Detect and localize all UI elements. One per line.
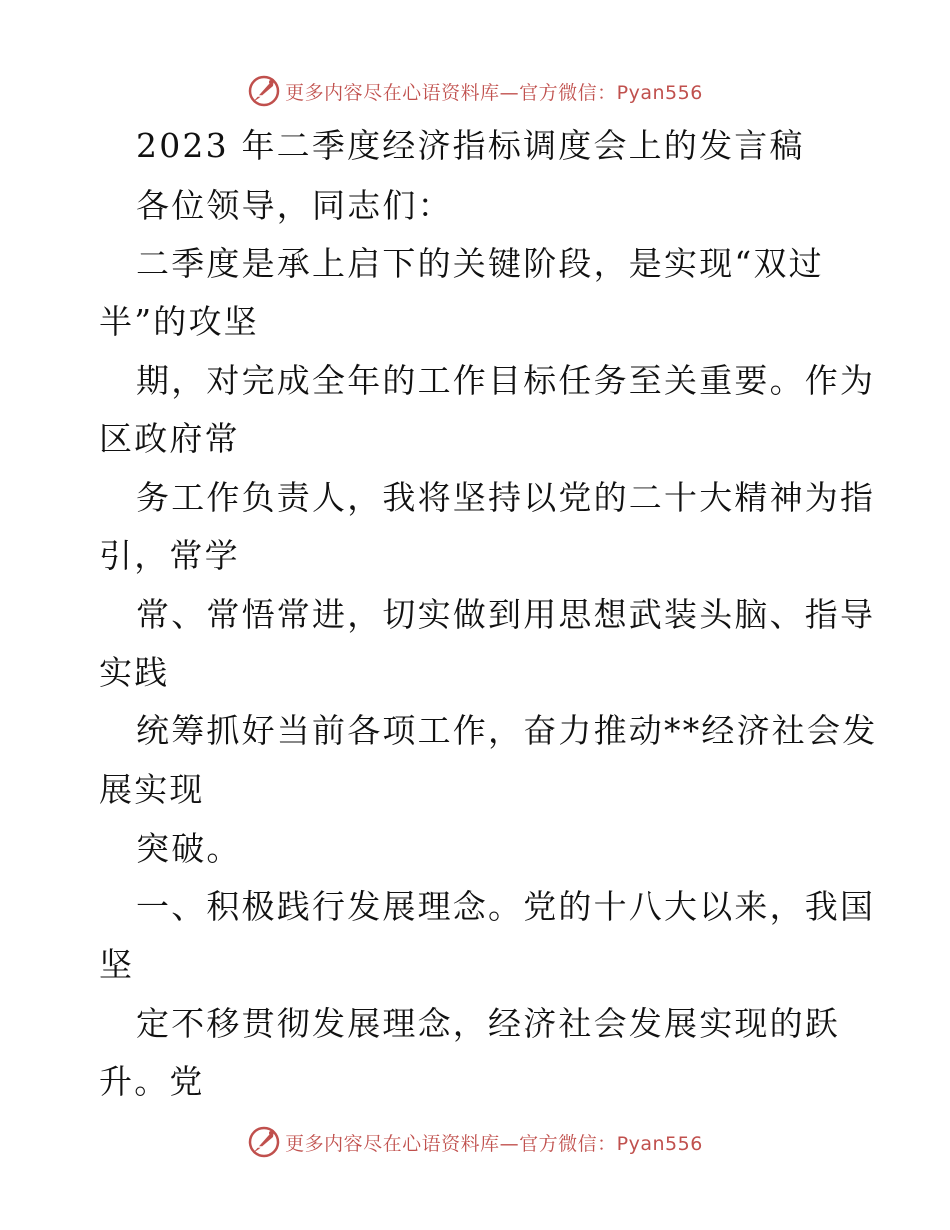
text-line: 实践 <box>99 653 170 692</box>
document-title: 2023 年二季度经济指标调度会上的发言稿 <box>136 126 805 165</box>
text-line: 常、常悟常进，切实做到用思想武装头脑、指导 <box>136 595 876 634</box>
text-line: 各位领导，同志们： <box>136 186 453 225</box>
watermark-text: 更多内容尽在心语资料库—官方微信：Pyan556 <box>285 81 703 104</box>
text-line: 半”的攻坚 <box>99 302 259 341</box>
watermark-text: 更多内容尽在心语资料库—官方微信：Pyan556 <box>285 1132 703 1155</box>
text-line: 统筹抓好当前各项工作，奋力推动**经济社会发 <box>136 711 878 750</box>
text-line: 坚 <box>99 945 135 984</box>
quill-logo-icon <box>247 74 281 108</box>
text-line: 区政府常 <box>99 419 240 458</box>
text-line: 升。党 <box>99 1062 205 1101</box>
footer-watermark <box>0 1122 950 1162</box>
quill-logo-icon <box>247 1125 281 1159</box>
header-watermark <box>0 71 950 111</box>
text-line: 展实现 <box>99 770 205 809</box>
text-line: 引，常学 <box>99 536 240 575</box>
text-line: 二季度是承上启下的关键阶段，是实现“双过 <box>136 244 824 283</box>
text-line: 定不移贯彻发展理念，经济社会发展实现的跃 <box>136 1004 840 1043</box>
text-line: 期，对完成全年的工作目标任务至关重要。作为 <box>136 361 876 400</box>
text-line: 一、积极践行发展理念。党的十八大以来，我国 <box>136 887 876 926</box>
text-line: 务工作负责人，我将坚持以党的二十大精神为指 <box>136 478 876 517</box>
text-line: 突破。 <box>136 829 242 868</box>
